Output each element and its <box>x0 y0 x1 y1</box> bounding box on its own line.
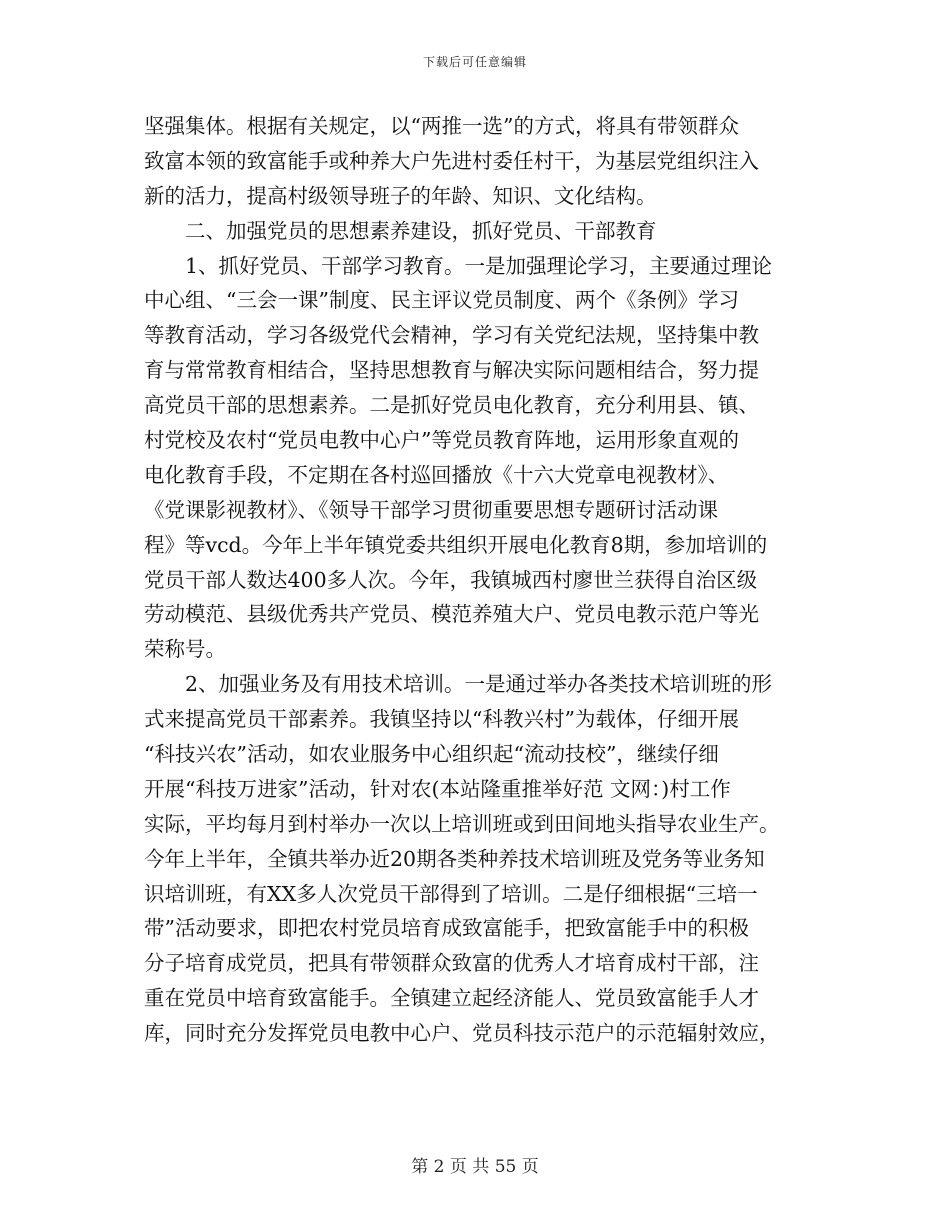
text-line: 高党员干部的思想素养。二是抓好党员电化教育，充分利用县、镇、 <box>144 393 759 418</box>
text-line: “科技兴农”活动，如农业服务中心组织起“流动技校”，继续仔细 <box>144 742 719 767</box>
text-line: 新的活力，提高村级领导班子的年龄、知识、文化结构。 <box>144 183 657 208</box>
text-line: 育与常常教育相结合，坚持思想教育与解决实际问题相结合，努力提 <box>144 358 759 383</box>
page-header: 下载后可任意编辑 <box>422 55 527 69</box>
text-line: 实际，平均每月到村举办一次以上培训班或到田间地头指导农业生产。 <box>144 811 780 836</box>
text-line: 中心组、“三会一课”制度、民主评议党员制度、两个《条例》学习 <box>144 288 739 313</box>
text-line: 程》等vcd。今年上半年镇党委共组织开展电化教育8期，参加培训的 <box>144 532 768 557</box>
page-number-footer: 第 2 页 共 55 页 <box>411 1157 539 1177</box>
paragraph-start: 1、抓好党员、干部学习教育。一是加强理论学习，主要通过理论 <box>185 253 773 278</box>
text-line: 劳动模范、县级优秀共产党员、模范养殖大户、党员电教示范户等光 <box>144 602 759 627</box>
text-line: 式来提高党员干部素养。我镇坚持以“科教兴村”为载体，仔细开展 <box>144 707 739 732</box>
document-body <box>144 109 808 1051</box>
text-line: 分子培育成党员，把具有带领群众致富的优秀人才培育成村干部，注 <box>144 951 759 976</box>
text-line: 坚强集体。根据有关规定，以“两推一选”的方式，将具有带领群众 <box>144 114 739 138</box>
paragraph-start: 2、加强业务及有用技术培训。一是通过举办各类技术培训班的形 <box>185 672 773 697</box>
text-line: 等教育活动，学习各级党代会精神，学习有关党纪法规，坚持集中教 <box>144 323 759 348</box>
text-line: 荣称号。 <box>144 637 226 662</box>
text-line: 重在党员中培育致富能手。全镇建立起经济能人、党员致富能手人才 <box>144 986 759 1011</box>
text-line: 电化教育手段，不定期在各村巡回播放《十六大党章电视教材》、 <box>144 462 729 487</box>
text-line: 致富本领的致富能手或种养大户先进村委任村干，为基层党组织注入 <box>144 148 759 173</box>
text-line: 识培训班，有XX多人次党员干部得到了培训。二是仔细根据“三培一 <box>144 881 758 906</box>
text-line: 开展“科技万进家”活动，针对农(本站隆重推举好范 文网：)村工作 <box>144 776 731 801</box>
text-line: 《党课影视教材》、《领导干部学习贯彻重要思想专题研讨活动课 <box>144 497 718 522</box>
section-heading: 二、加强党员的思想素养建设，抓好党员、干部教育 <box>185 218 657 243</box>
text-line: 带”活动要求，即把农村党员培育成致富能手，把致富能手中的积极 <box>144 916 749 941</box>
text-line: 村党校及农村“党员电教中心户”等党员教育阵地，运用形象直观的 <box>144 428 739 453</box>
text-line: 党员干部人数达400多人次。今年，我镇城西村廖世兰获得自治区级 <box>144 567 758 592</box>
text-line: 今年上半年，全镇共举办近20期各类种养技术培训班及党务等业务知 <box>144 846 765 871</box>
text-line: 库，同时充分发挥党员电教中心户、党员科技示范户的示范辐射效应， <box>144 1021 780 1046</box>
